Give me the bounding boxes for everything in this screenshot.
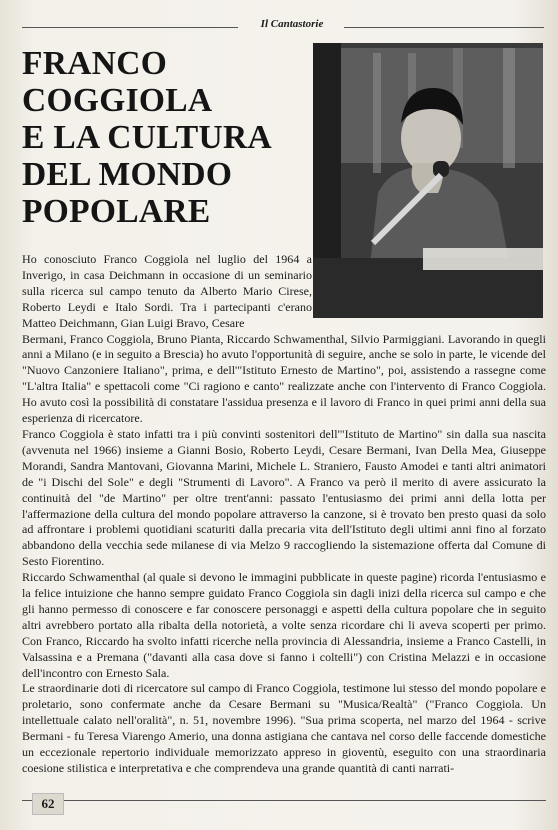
running-title: Il Cantastorie	[260, 18, 324, 30]
paragraph: Bermani, Franco Coggiola, Bruno Pianta, Riccardo Schwamenthal, Silvio Parmiggiani. Lavorando in quegli anni a Milano (e in seguito a Brescia) ho avuto l'opportunità di seguire, anche se solo in parte, le vicende del "Nuovo Canzoniere Italiano", prima, e dell'"Istituto Ernesto de Martino", poi, assistendo a rassegne come "L'altra Italia" e spettacoli come "Ci ragiono e canto" realizzate anche con l'intervento di Franco Coggiola. Ho avuto così la possibilità di constatare l'assidua presenza e il lavoro di Franco in quei primi anni della sua esperienza di ricercatore.	[22, 331, 546, 426]
article-body	[22, 252, 546, 777]
headline-line: DEL MONDO	[22, 156, 233, 193]
article-headline	[22, 45, 312, 230]
paragraph: Le straordinarie doti di ricercatore sul campo di Franco Coggiola, testimone lui stesso del mondo popolare e proletario, sono confermate anche da Cesare Bermani su "Musica/Realtà" ("Franco Coggiola. Un intellettuale calato nell'oralità", n. 51, novembre 1996). "Sua prima scoperta, nel marzo del 1964 - scrive Bermani - fu Teresa Viarengo Amerio, una donna astigiana che cantava nel corso delle faccende domestiche un eccezionale repertorio individuale memorizzato appreso in gioventù, eseguito con una straordinaria coesione stilistica e interpretativa e che comprendeva una grande quantità di canti narrati-	[22, 681, 546, 775]
headline-line: COGGIOLA	[22, 82, 213, 119]
headline-line: POPOLARE	[22, 193, 211, 230]
paragraph: Riccardo Schwamenthal (al quale si devono le immagini pubblicate in queste pagine) ricorda l'entusiasmo e la felice intuizione che hanno sempre guidato Franco Coggiola sin dagli inizi della ricerca sul campo e che gli hanno permesso di conoscere e far conoscere personaggi e aspetti della cultura popolare che in seguito altri avrebbero portato alla ribalta della notorietà, a volte senza ricordare chi li aveva scoperti per primo. Con Franco, Riccardo ha svolto infatti ricerche nella provincia di Alessandria, insieme a Franco Castelli, in Valsassina e a Premana ("davanti alla casa dove si fanno i coltelli") con Cristina Melazzi e in occasione dell'incontro con Ernesto Sala.	[22, 570, 546, 680]
headline-line: FRANCO	[22, 45, 168, 82]
paragraph: Franco Coggiola è stato infatti tra i più convinti sostenitori dell'"Istituto de Martino" sin dalla sua nascita (avvenuta nel 1966) insieme a Gianni Bosio, Roberto Leydi, Cesare Bermani, Ivan Della Mea, Giuseppe Morandi, Sandra Mantovani, Giovanna Marini, Michele L. Straniero, Fausto Amodei e tanti altri animatori de "i Dischi del Sole" e degli "Strumenti di Lavoro". A Franco va però il merito di avere assicurato la continuità del "de Martino" per oltre trent'anni: passato l'entusiasmo dei primi anni della lotta per l'affermazione della cultura del mondo popolare attraverso la canzone, si è trovato ben presto quasi da solo ad affrontare i problemi quotidiani scaturiti dalla precaria vita dell'Istituto degli ultimi anni fino al forzato abbandono della vecchia sede milanese di via Melzo 9 raccogliendo la sistemazione offerta dal Comune di Sesto Fiorentino.	[22, 426, 546, 569]
footer-rule	[22, 800, 546, 801]
page-number: 62	[32, 793, 64, 815]
header-rule-right	[344, 27, 544, 28]
headline-line: E LA CULTURA	[22, 119, 272, 156]
paragraph: Ho conosciuto Franco Coggiola nel luglio del 1964 a Inverigo, in casa Deichmann in occasione di un seminario sulla ricerca sul campo tenuto da Alberto Mario Cirese, Roberto Leydi e Italo Sordi. Tra i partecipanti c'erano Matteo Deichmann, Gian Luigi Bravo, Cesare	[22, 252, 312, 330]
header-rule-left	[22, 27, 238, 28]
